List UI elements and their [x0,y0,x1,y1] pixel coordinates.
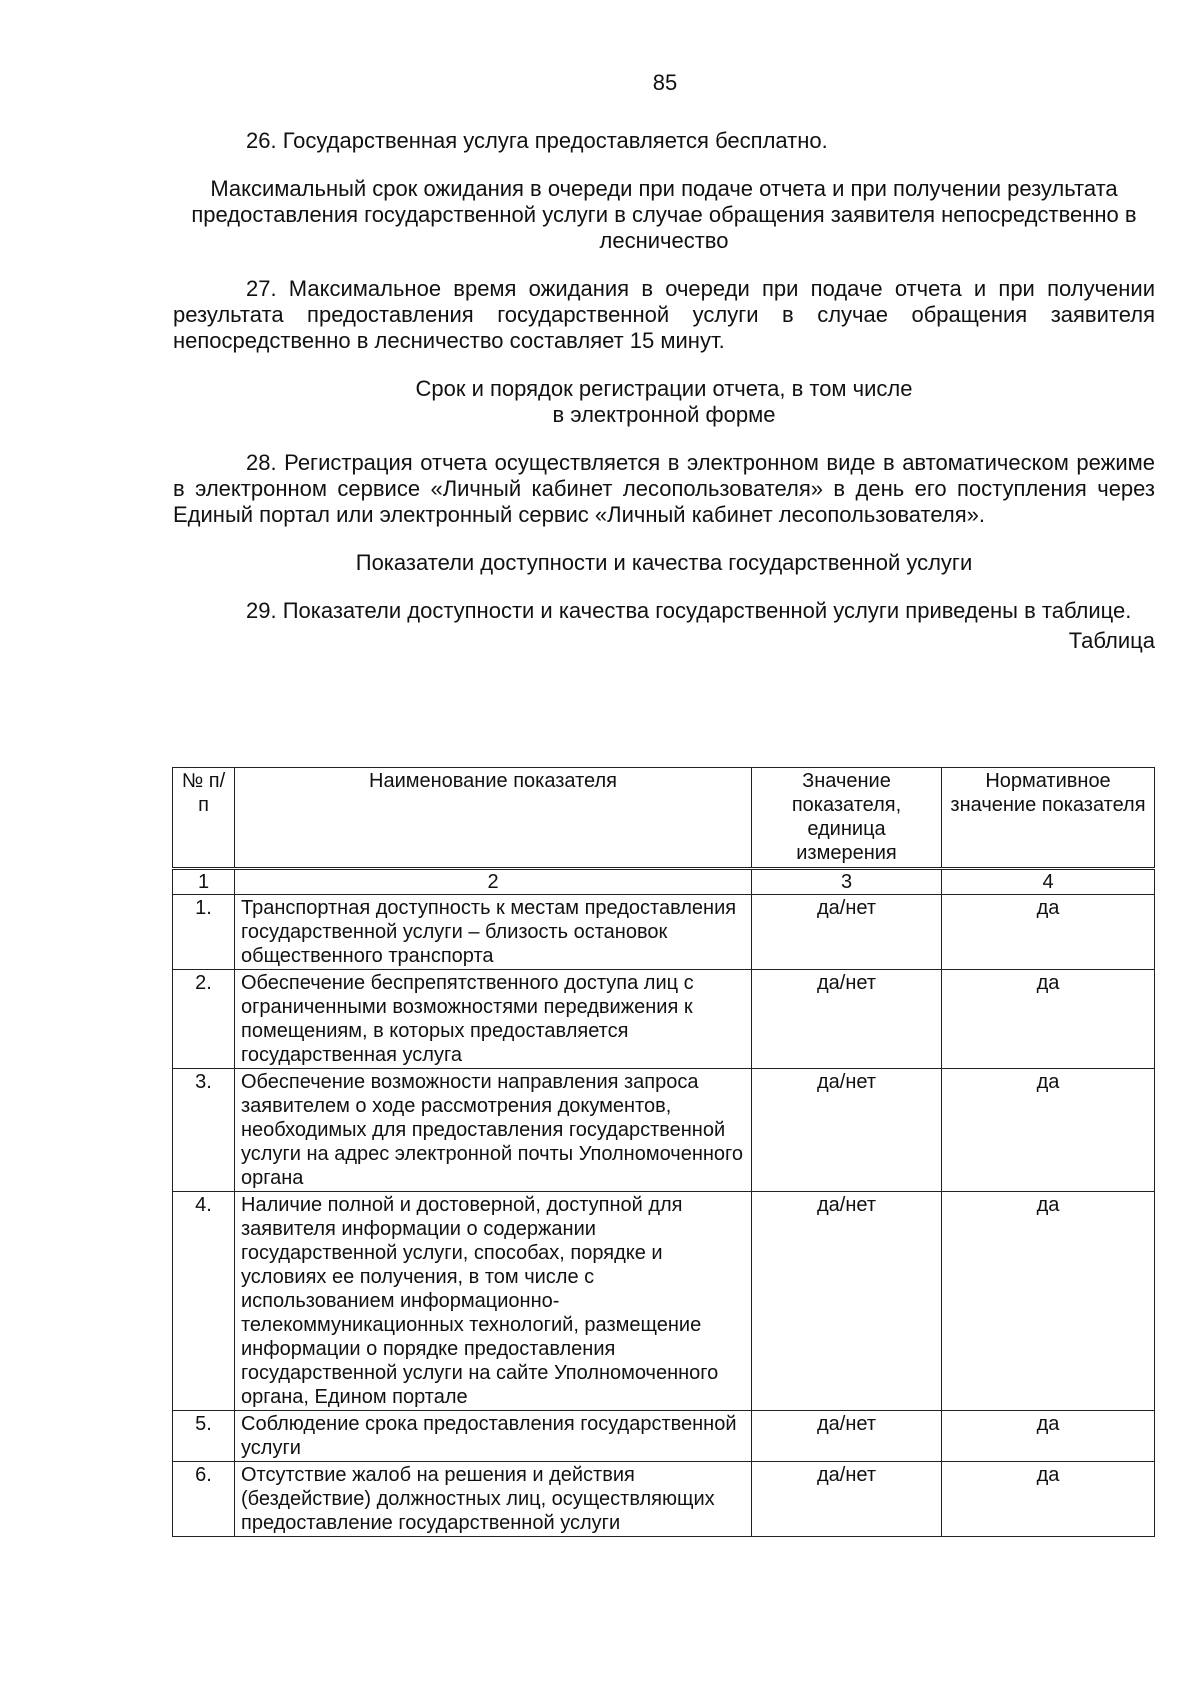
row-number: 2. [173,970,235,1069]
indicator-name: Соблюдение срока предоставления государственной услуги [235,1411,752,1462]
row-number: 3. [173,1069,235,1192]
header-value: Значение показателя, единица измерения [752,768,942,869]
heading-quality-indicators: Показатели доступности и качества государственной услуги [355,550,973,575]
indicator-name: Транспортная доступность к местам предоставления государственной услуги – близость остановок общественного транспорта [235,895,752,970]
column-number: 2 [235,869,752,895]
indicator-value: да/нет [752,895,942,970]
indicator-norm: да [942,1462,1155,1537]
indicator-value: да/нет [752,1411,942,1462]
table-row [173,1192,1155,1411]
row-number: 1. [173,895,235,970]
column-number: 3 [752,869,942,895]
indicator-norm: да [942,970,1155,1069]
row-number: 6. [173,1462,235,1537]
table-row [173,1411,1155,1462]
header-num: № п/п [173,768,235,869]
column-number-row [173,869,1155,895]
row-number: 4. [173,1192,235,1411]
table-row [173,1069,1155,1192]
table-row [173,1462,1155,1537]
indicator-name: Отсутствие жалоб на решения и действия (бездействие) должностных лиц, осуществляющих предоставление государственной услуги [235,1462,752,1537]
indicator-name: Наличие полной и достоверной, доступной для заявителя информации о содержании государственной услуги, способах, порядке и условиях ее получения, в том числе с использованием информационно-телекоммуникационных технологий, размещение информации о порядке предоставления государственной услуги на сайте Уполномоченного органа, Едином портале [235,1192,752,1411]
paragraph-29: 29. Показатели доступности и качества государственной услуги приведены в таблице. [246,598,1132,623]
table-row [173,970,1155,1069]
indicator-value: да/нет [752,970,942,1069]
column-number: 4 [942,869,1155,895]
indicator-norm: да [942,895,1155,970]
heading-registration-line1: Срок и порядок регистрации отчета, в том числе [415,376,913,401]
column-number: 1 [173,869,235,895]
paragraph-26: 26. Государственная услуга предоставляется бесплатно. [246,128,828,153]
indicator-norm: да [942,1192,1155,1411]
indicator-name: Обеспечение возможности направления запроса заявителем о ходе рассмотрения документов, необходимых для предоставления государственной услуги на адрес электронной почты Уполномоченного органа [235,1069,752,1192]
heading-waiting-time: Максимальный срок ожидания в очереди при подаче отчета и при получении результата предоставления государственной услуги в случае обращения заявителя непосредственно в лесничество [191,176,1137,253]
heading-registration-line2: в электронной форме [552,402,776,427]
header-norm: Нормативное значение показателя [942,768,1155,869]
indicators-table [172,767,1155,1537]
header-name: Наименование показателя [235,768,752,869]
table-caption: Таблица [1068,628,1155,653]
indicator-norm: да [942,1069,1155,1192]
paragraph-28: 28. Регистрация отчета осуществляется в электронном виде в автоматическом режиме в электронном сервисе «Личный кабинет лесопользователя» в день его поступления через Единый портал или электронный сервис «Личный кабинет лесопользователя». [173,450,1155,527]
indicator-name: Обеспечение беспрепятственного доступа лиц с ограниченными возможностями передвижения к помещениям, в которых предоставляется государственная услуга [235,970,752,1069]
table-header-row [173,768,1155,869]
paragraph-27: 27. Максимальное время ожидания в очереди при подаче отчета и при получении результата предоставления государственной услуги в случае обращения заявителя непосредственно в лесничество составляет 15 минут. [173,276,1155,353]
indicator-value: да/нет [752,1462,942,1537]
indicator-value: да/нет [752,1192,942,1411]
row-number: 5. [173,1411,235,1462]
table-row [173,895,1155,970]
page-number: 85 [652,70,678,95]
indicator-value: да/нет [752,1069,942,1192]
document-body [173,128,1155,654]
indicator-norm: да [942,1411,1155,1462]
